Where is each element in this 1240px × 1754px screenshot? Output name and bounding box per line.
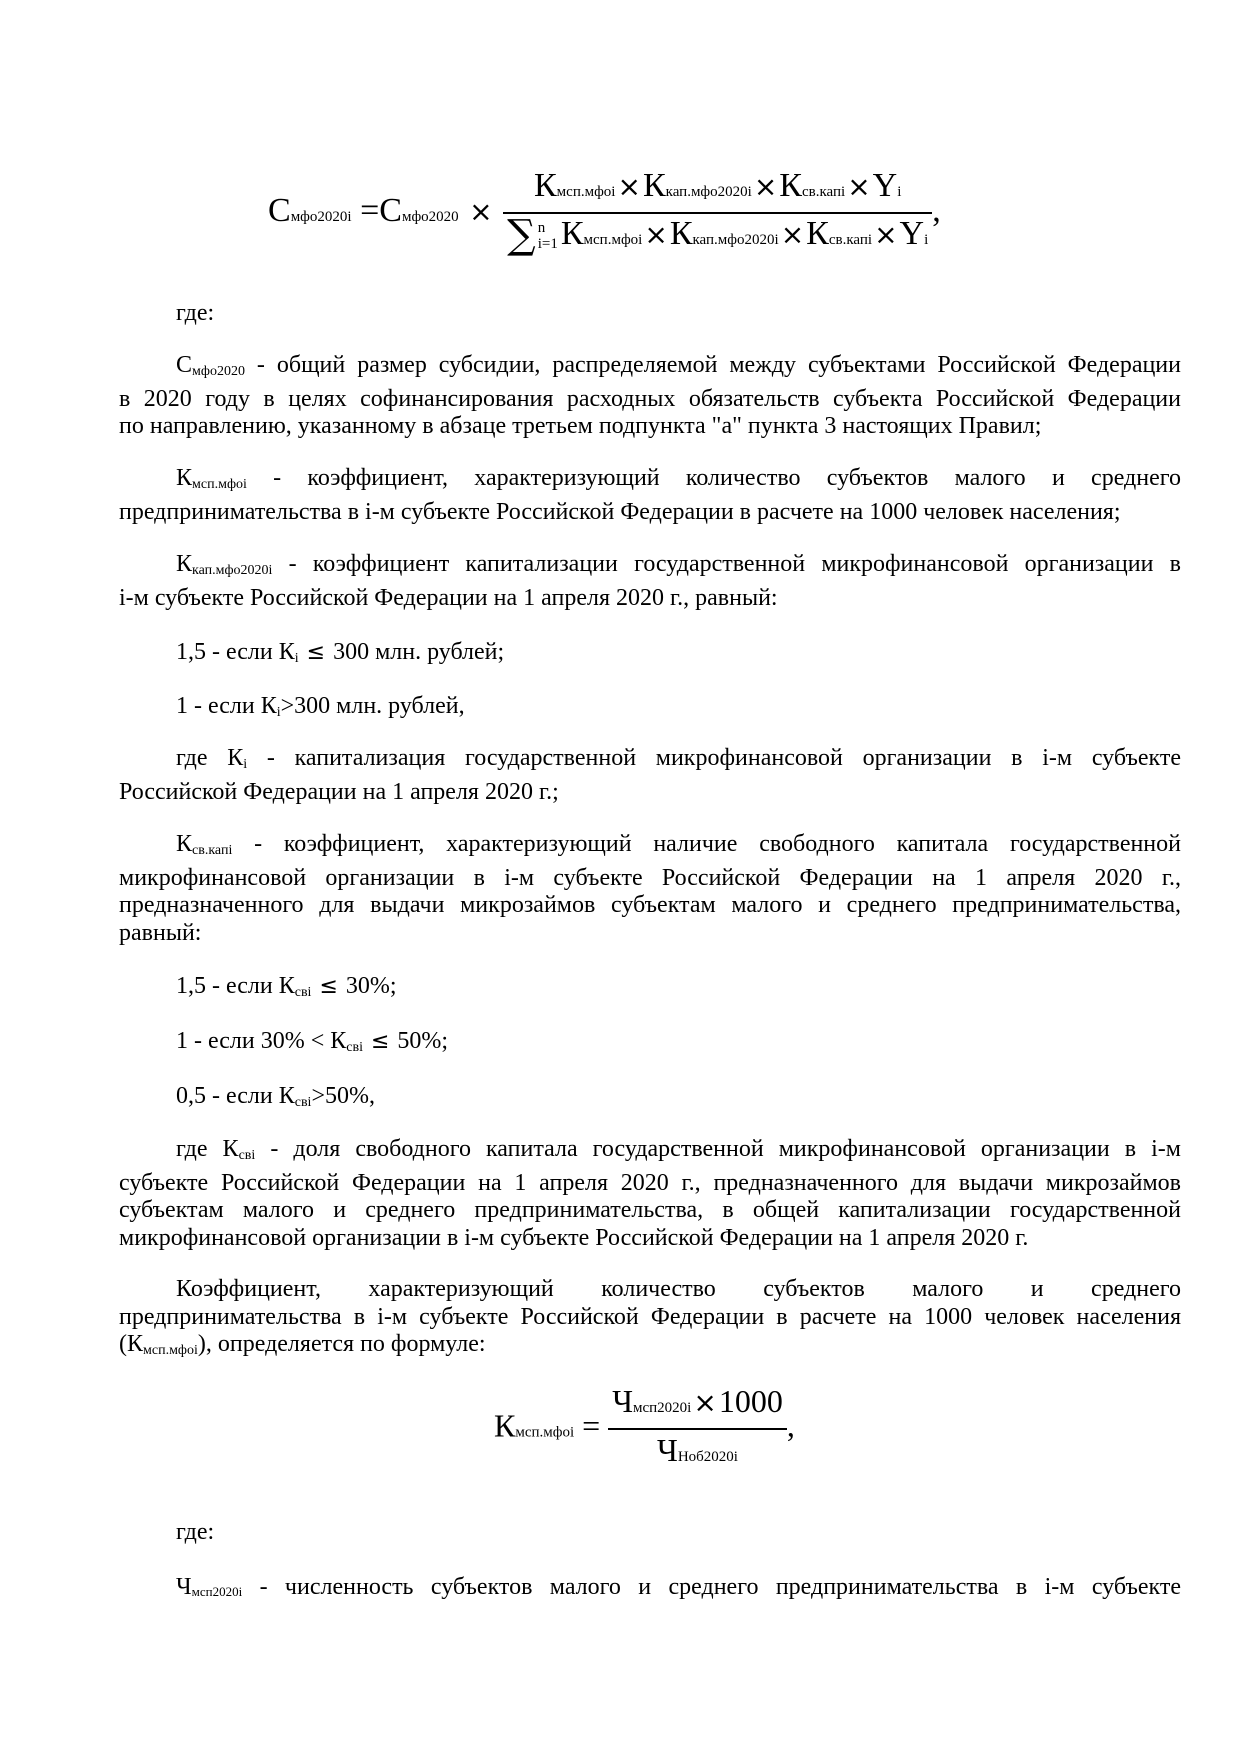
ksv-case-1: 1,5 - если $К_{свi} \le 30\%$; — [176, 973, 397, 1000]
ksv-case-2: 1 - если $30\% < К_{свi} \le 50\%$; — [176, 1028, 449, 1055]
definition-c-mfo2020: $С_{мфо2020}$ - общий размер субсидии, распределяемой между субъектами Российской Федерации в 2020 году в целях софинансирования расходных обязательств субъекта Российской Федерации по направлению, указанному в абзаце третьем подпункта "а" пункта 3 настоящих Правил; — [119, 352, 1181, 439]
where-label-2: где: — [176, 1519, 215, 1545]
definition-ki: где $К_i$ - капитализация государственной микрофинансовой организации в i-м субъекте Российской Федерации на 1 апреля 2020 г.; — [119, 745, 1181, 805]
kkap-case-1: 1,5 - если $К_i \le 300$ млн. рублей; — [176, 639, 505, 666]
formula1-denominator: ∑ n i=1 Кмсп.мфоi×Ккап.мфо2020i×Ксв.капi×Yi — [507, 212, 929, 258]
formula-subsidy-distribution: Смфо2020i =Смфо2020 × Кмсп.мфоi×Ккап.мфо2020i×Ксв.капi×Yi ∑ n i=1 Кмсп.мфоi×Ккап.мфо2020i×Ксв.капi×Yi , — [268, 167, 941, 258]
definition-ksvi: где $К_{свi}$ - доля свободного капитала государственной микрофинансовой организации в i-м субъекте Российской Федерации на 1 апреля 2020 г., предназначенного для выдачи микрозаймов субъектам малого и среднего предпринимательства, в общей капитализации государственной микрофинансовой организации в i-м субъекте Российской Федерации на 1 апреля 2020 г. — [119, 1136, 1181, 1251]
formula1-numerator: Кмсп.мфоi×Ккап.мфо2020i×Ксв.капi×Yi — [503, 168, 932, 214]
formula-k-msp: Кмсп.мфоi = $\frac{\text{Чмсп2020i×1000}}{\text{ЧНоб2020i}}$ , — [494, 1383, 795, 1475]
definition-k-sv-kap: $К_{св.капi}$ - коэффициент, характеризующий наличие свободного капитала государственной микрофинансовой организации в i-м субъекте Российской Федерации на 1 апреля 2020 г., предназначенного для выдачи микрозаймов субъектам малого и среднего предпринимательства, равный: — [119, 831, 1181, 946]
definition-k-msp: $К_{мсп.мфоi}$ - коэффициент, характеризующий количество субъектов малого и среднего предпринимательства в i-м субъекте Российской Федерации в расчете на 1000 человек населения; — [119, 465, 1181, 525]
definition-ch-msp: Чмсп2020i - численность субъектов малого и среднего предпринимательства в i-м субъекте — [176, 1574, 1181, 1600]
ksv-case-3: 0,5 - если $К_{свi}>50\%$, — [176, 1083, 375, 1110]
sum-symbol: ∑ — [507, 212, 536, 258]
where-label: где: — [176, 300, 215, 326]
formula2-fraction: $\frac{\text{Чмсп2020i×1000}}{\text{ЧНоб2020i}}$ — [608, 1383, 787, 1475]
formula1-fraction — [503, 168, 932, 258]
coefficient-paragraph: Коэффициент, характеризующий количество субъектов малого и среднего предпринимательства в i-м субъекте Российской Федерации в расчете на 1000 человек населения $(К_{мсп.мфоi})$, определяется по формуле: — [119, 1276, 1181, 1358]
definition-k-kap: $К_{кап.мфо2020i}$ - коэффициент капитализации государственной микрофинансовой организации в i-м субъекте Российской Федерации на 1 апреля 2020 г., равный: — [119, 551, 1181, 611]
kkap-case-2: 1 - если $К_i>300$ млн. рублей, — [176, 693, 465, 720]
